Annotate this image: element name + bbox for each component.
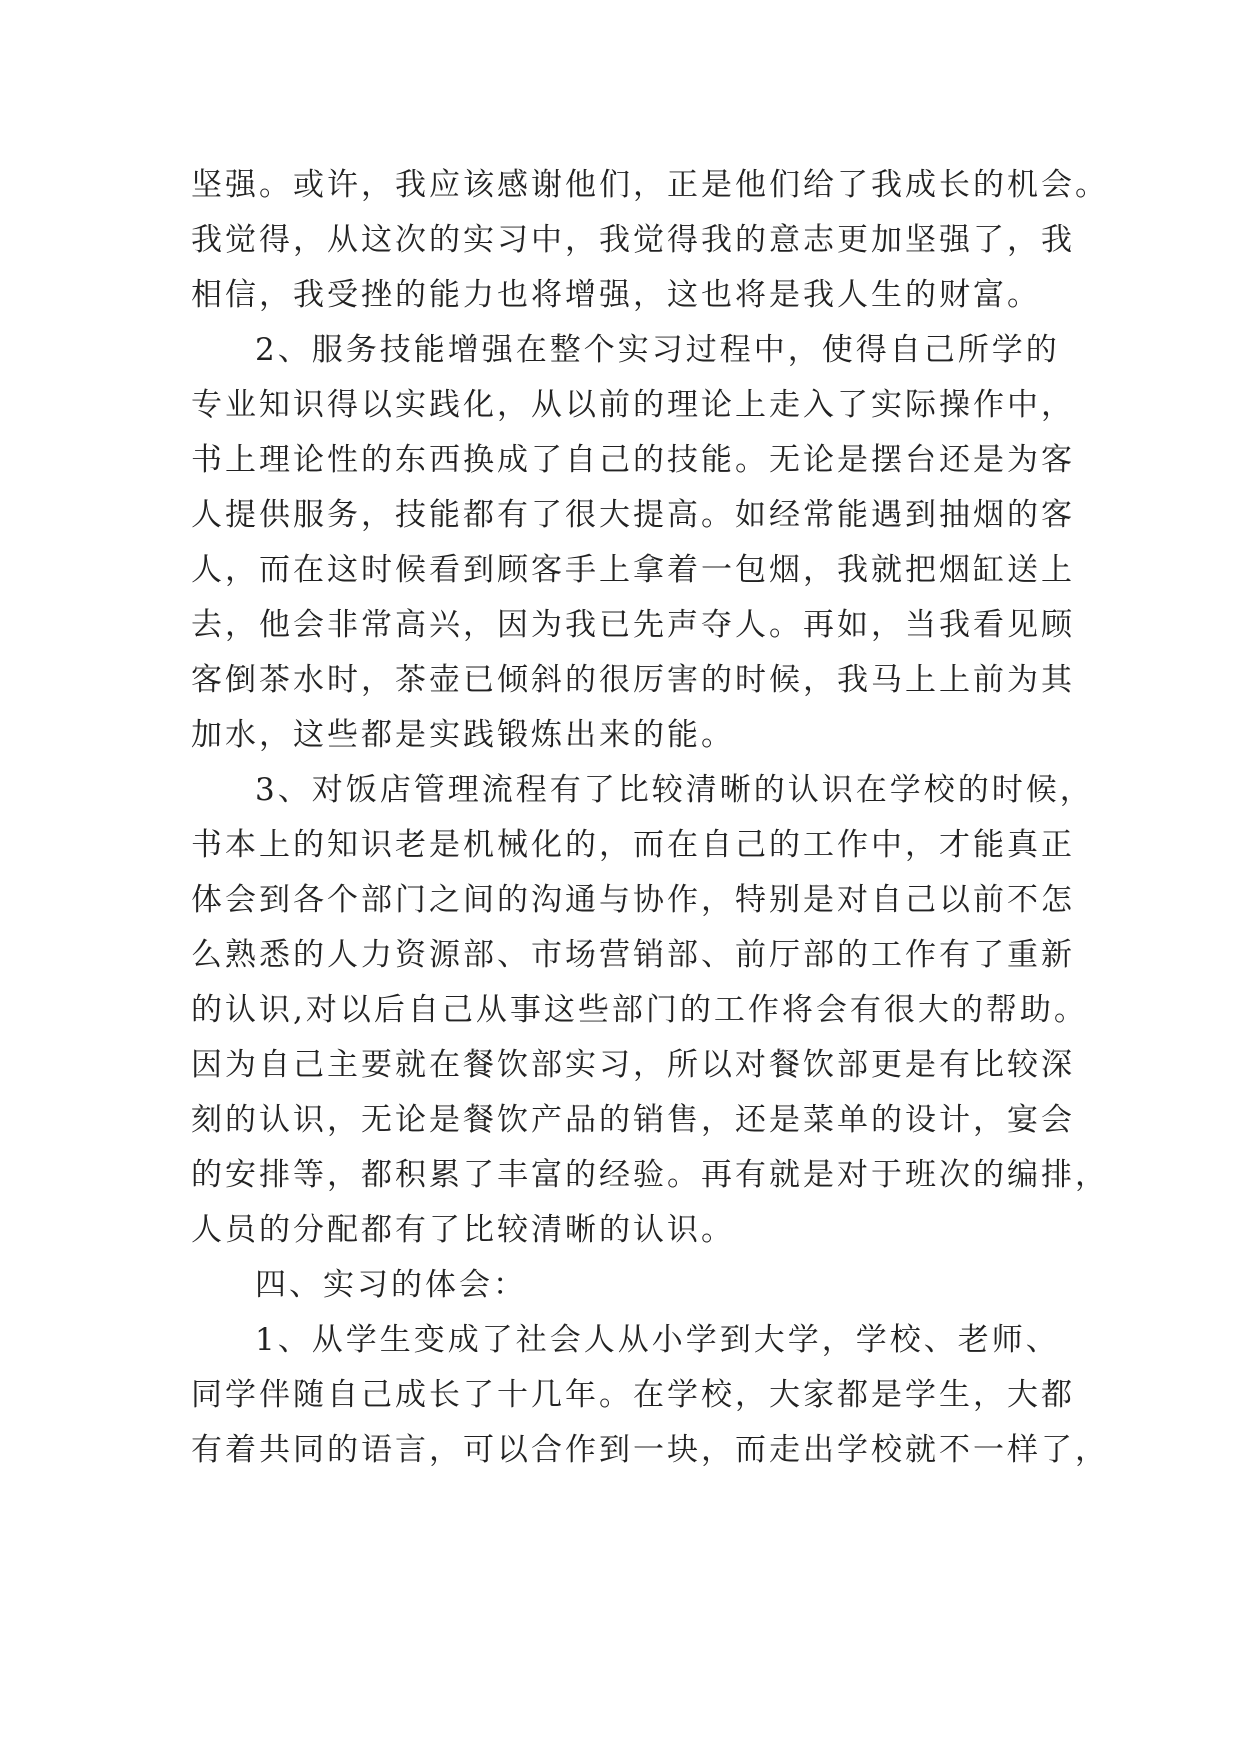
text-line: 去，他会非常高兴，因为我已先声夺人。再如，当我看见顾: [191, 607, 1075, 643]
text-line: 书本上的知识老是机械化的，而在自己的工作中，才能真正: [191, 827, 1075, 863]
text-line: 因为自己主要就在餐饮部实习，所以对餐饮部更是有比较深: [191, 1047, 1075, 1083]
text-line: 的认识,对以后自己从事这些部门的工作将会有很大的帮助。: [191, 992, 1088, 1028]
text-line: 人员的分配都有了比较清晰的认识。: [191, 1212, 735, 1248]
text-line: 么熟悉的人力资源部、市场营销部、前厅部的工作有了重新: [191, 937, 1075, 973]
text-line: 同学伴随自己成长了十几年。在学校，大家都是学生，大都: [191, 1377, 1075, 1413]
text-line: 人提供服务，技能都有了很大提高。如经常能遇到抽烟的客: [191, 497, 1075, 533]
text-line: 刻的认识，无论是餐饮产品的销售，还是菜单的设计，宴会: [191, 1102, 1075, 1138]
text-line: 专业知识得以实践化，从以前的理论上走入了实际操作中，: [191, 387, 1075, 423]
paragraph-start-line: 2、服务技能增强在整个实习过程中，使得自己所学的: [255, 332, 1060, 368]
text-line: 坚强。或许，我应该感谢他们，正是他们给了我成长的机会。: [191, 167, 1109, 203]
section-heading: 四、实习的体会：: [255, 1267, 527, 1303]
text-line: 的安排等，都积累了丰富的经验。再有就是对于班次的编排，: [191, 1157, 1109, 1193]
text-line: 人，而在这时候看到顾客手上拿着一包烟，我就把烟缸送上: [191, 552, 1075, 588]
text-line: 书上理论性的东西换成了自己的技能。无论是摆台还是为客: [191, 442, 1075, 478]
text-line: 有着共同的语言，可以合作到一块，而走出学校就不一样了，: [191, 1432, 1109, 1468]
text-line: 相信，我受挫的能力也将增强，这也将是我人生的财富。: [191, 277, 1041, 313]
body-text: [191, 158, 1109, 1478]
paragraph-start-line: 3、对饭店管理流程有了比较清晰的认识在学校的时候，: [255, 772, 1094, 808]
text-line: 客倒茶水时，茶壶已倾斜的很厉害的时候，我马上上前为其: [191, 662, 1075, 698]
text-line: 体会到各个部门之间的沟通与协作，特别是对自己以前不怎: [191, 882, 1075, 918]
text-line: 加水，这些都是实践锻炼出来的能。: [191, 717, 735, 753]
paragraph-start-line: 1、从学生变成了社会人从小学到大学，学校、老师、: [255, 1322, 1060, 1358]
text-line: 我觉得，从这次的实习中，我觉得我的意志更加坚强了，我: [191, 222, 1075, 258]
